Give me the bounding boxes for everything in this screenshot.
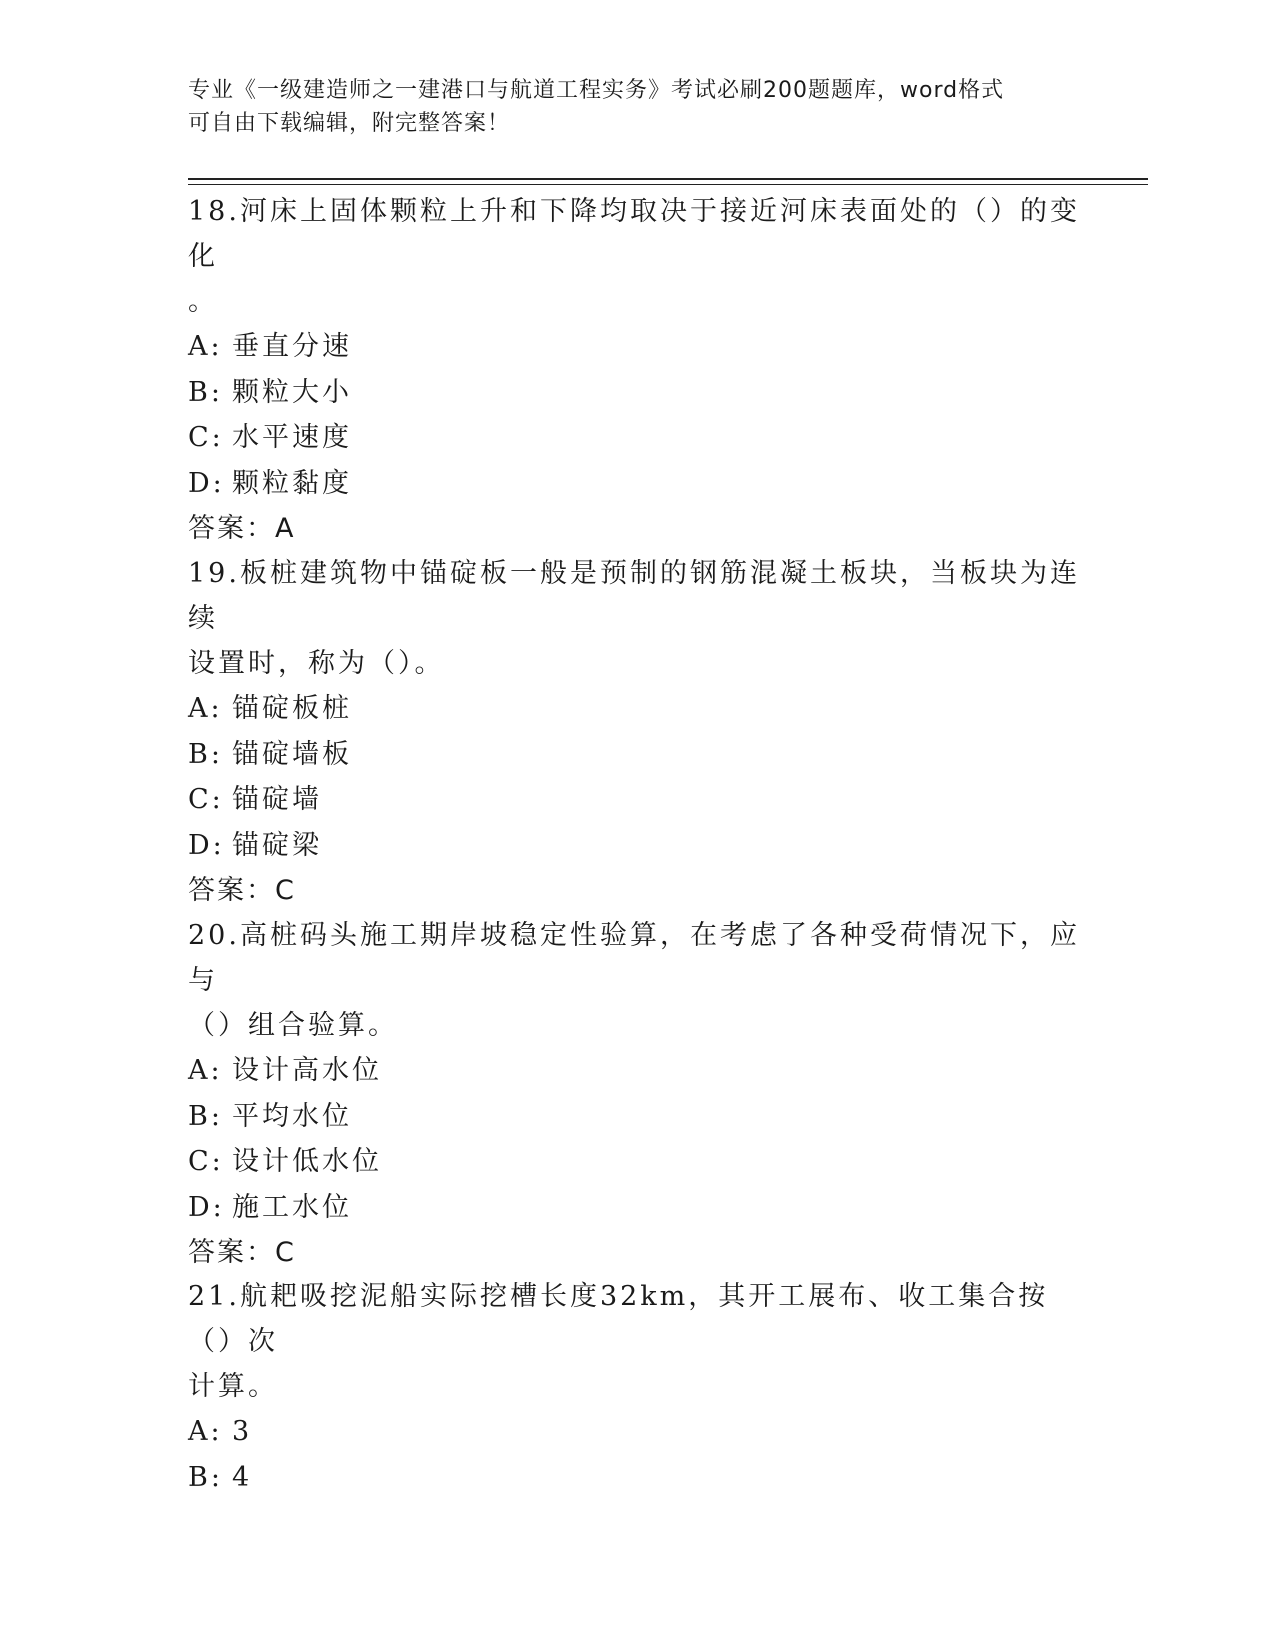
option-letter: A: xyxy=(188,331,223,362)
option-a xyxy=(188,1048,1088,1094)
option-text: 水平速度 xyxy=(232,422,352,453)
option-text: 颗粒大小 xyxy=(232,376,352,408)
option-letter: B: xyxy=(188,376,223,408)
option-text: 锚碇墙板 xyxy=(232,738,352,770)
option-letter: D: xyxy=(188,467,225,499)
question-18 xyxy=(188,189,1088,551)
option-text: 颗粒黏度 xyxy=(232,467,352,499)
option-letter: C: xyxy=(188,1146,224,1177)
answer-line: 答案：C xyxy=(188,1237,296,1268)
option-text: 4 xyxy=(232,1461,253,1493)
option-b xyxy=(188,1094,1088,1140)
option-a xyxy=(188,1409,1088,1455)
header-divider-thick xyxy=(188,178,1148,180)
question-stem-line-2: 设置时，称为（）。 xyxy=(188,648,445,679)
option-letter: D: xyxy=(188,829,225,861)
question-stem xyxy=(188,913,1088,1048)
question-stem-line-1: 20.高桩码头施工期岸坡稳定性验算，在考虑了各种受荷情况下，应与 xyxy=(188,920,1080,996)
option-letter: A: xyxy=(188,1416,223,1447)
option-letter: C: xyxy=(188,422,224,453)
question-stem-line-2: 。 xyxy=(188,286,218,317)
option-letter: C: xyxy=(188,784,224,815)
question-stem-line-1: 18.河床上固体颗粒上升和下降均取决于接近河床表面处的（）的变化 xyxy=(188,196,1080,272)
option-text: 平均水位 xyxy=(232,1100,352,1132)
option-d xyxy=(188,461,1088,507)
option-text: 施工水位 xyxy=(232,1191,352,1223)
option-b xyxy=(188,732,1088,778)
question-stem xyxy=(188,1274,1088,1409)
document-header xyxy=(188,74,1088,140)
option-text: 设计低水位 xyxy=(232,1146,382,1177)
option-letter: B: xyxy=(188,738,223,770)
option-text: 锚碇梁 xyxy=(232,829,322,861)
option-d xyxy=(188,1185,1088,1231)
question-stem-line-1: 19.板桩建筑物中锚碇板一般是预制的钢筋混凝土板块，当板块为连续 xyxy=(188,558,1080,634)
header-divider-thin xyxy=(188,184,1148,185)
option-a xyxy=(188,686,1088,732)
question-stem xyxy=(188,551,1088,686)
answer-line: 答案：A xyxy=(188,513,296,544)
question-20 xyxy=(188,913,1088,1275)
option-c xyxy=(188,1139,1088,1185)
option-letter: A: xyxy=(188,693,223,724)
option-text: 锚碇板桩 xyxy=(232,693,352,724)
question-19 xyxy=(188,551,1088,913)
option-b xyxy=(188,1455,1088,1501)
option-letter: D: xyxy=(188,1191,225,1223)
question-stem-line-1: 21.航耙吸挖泥船实际挖槽长度32km，其开工展布、收工集合按（）次 xyxy=(188,1281,1049,1357)
option-b xyxy=(188,370,1088,416)
option-c xyxy=(188,415,1088,461)
option-text: 3 xyxy=(232,1416,253,1447)
option-text: 设计高水位 xyxy=(232,1055,382,1086)
option-c xyxy=(188,777,1088,823)
answer-line: 答案：C xyxy=(188,875,296,906)
option-letter: B: xyxy=(188,1461,223,1493)
option-text: 锚碇墙 xyxy=(232,784,322,815)
option-d xyxy=(188,823,1088,869)
question-stem xyxy=(188,189,1088,324)
option-a xyxy=(188,324,1088,370)
question-stem-line-2: （）组合验算。 xyxy=(188,1010,398,1041)
option-letter: A: xyxy=(188,1055,223,1086)
header-line-1: 专业《一级建造师之一建港口与航道工程实务》考试必刷200题题库，word格式 xyxy=(188,78,1005,103)
option-text: 垂直分速 xyxy=(232,331,352,362)
option-letter: B: xyxy=(188,1100,223,1132)
question-21 xyxy=(188,1274,1088,1500)
question-stem-line-2: 计算。 xyxy=(188,1371,278,1402)
header-line-2: 可自由下载编辑，附完整答案！ xyxy=(188,111,511,136)
